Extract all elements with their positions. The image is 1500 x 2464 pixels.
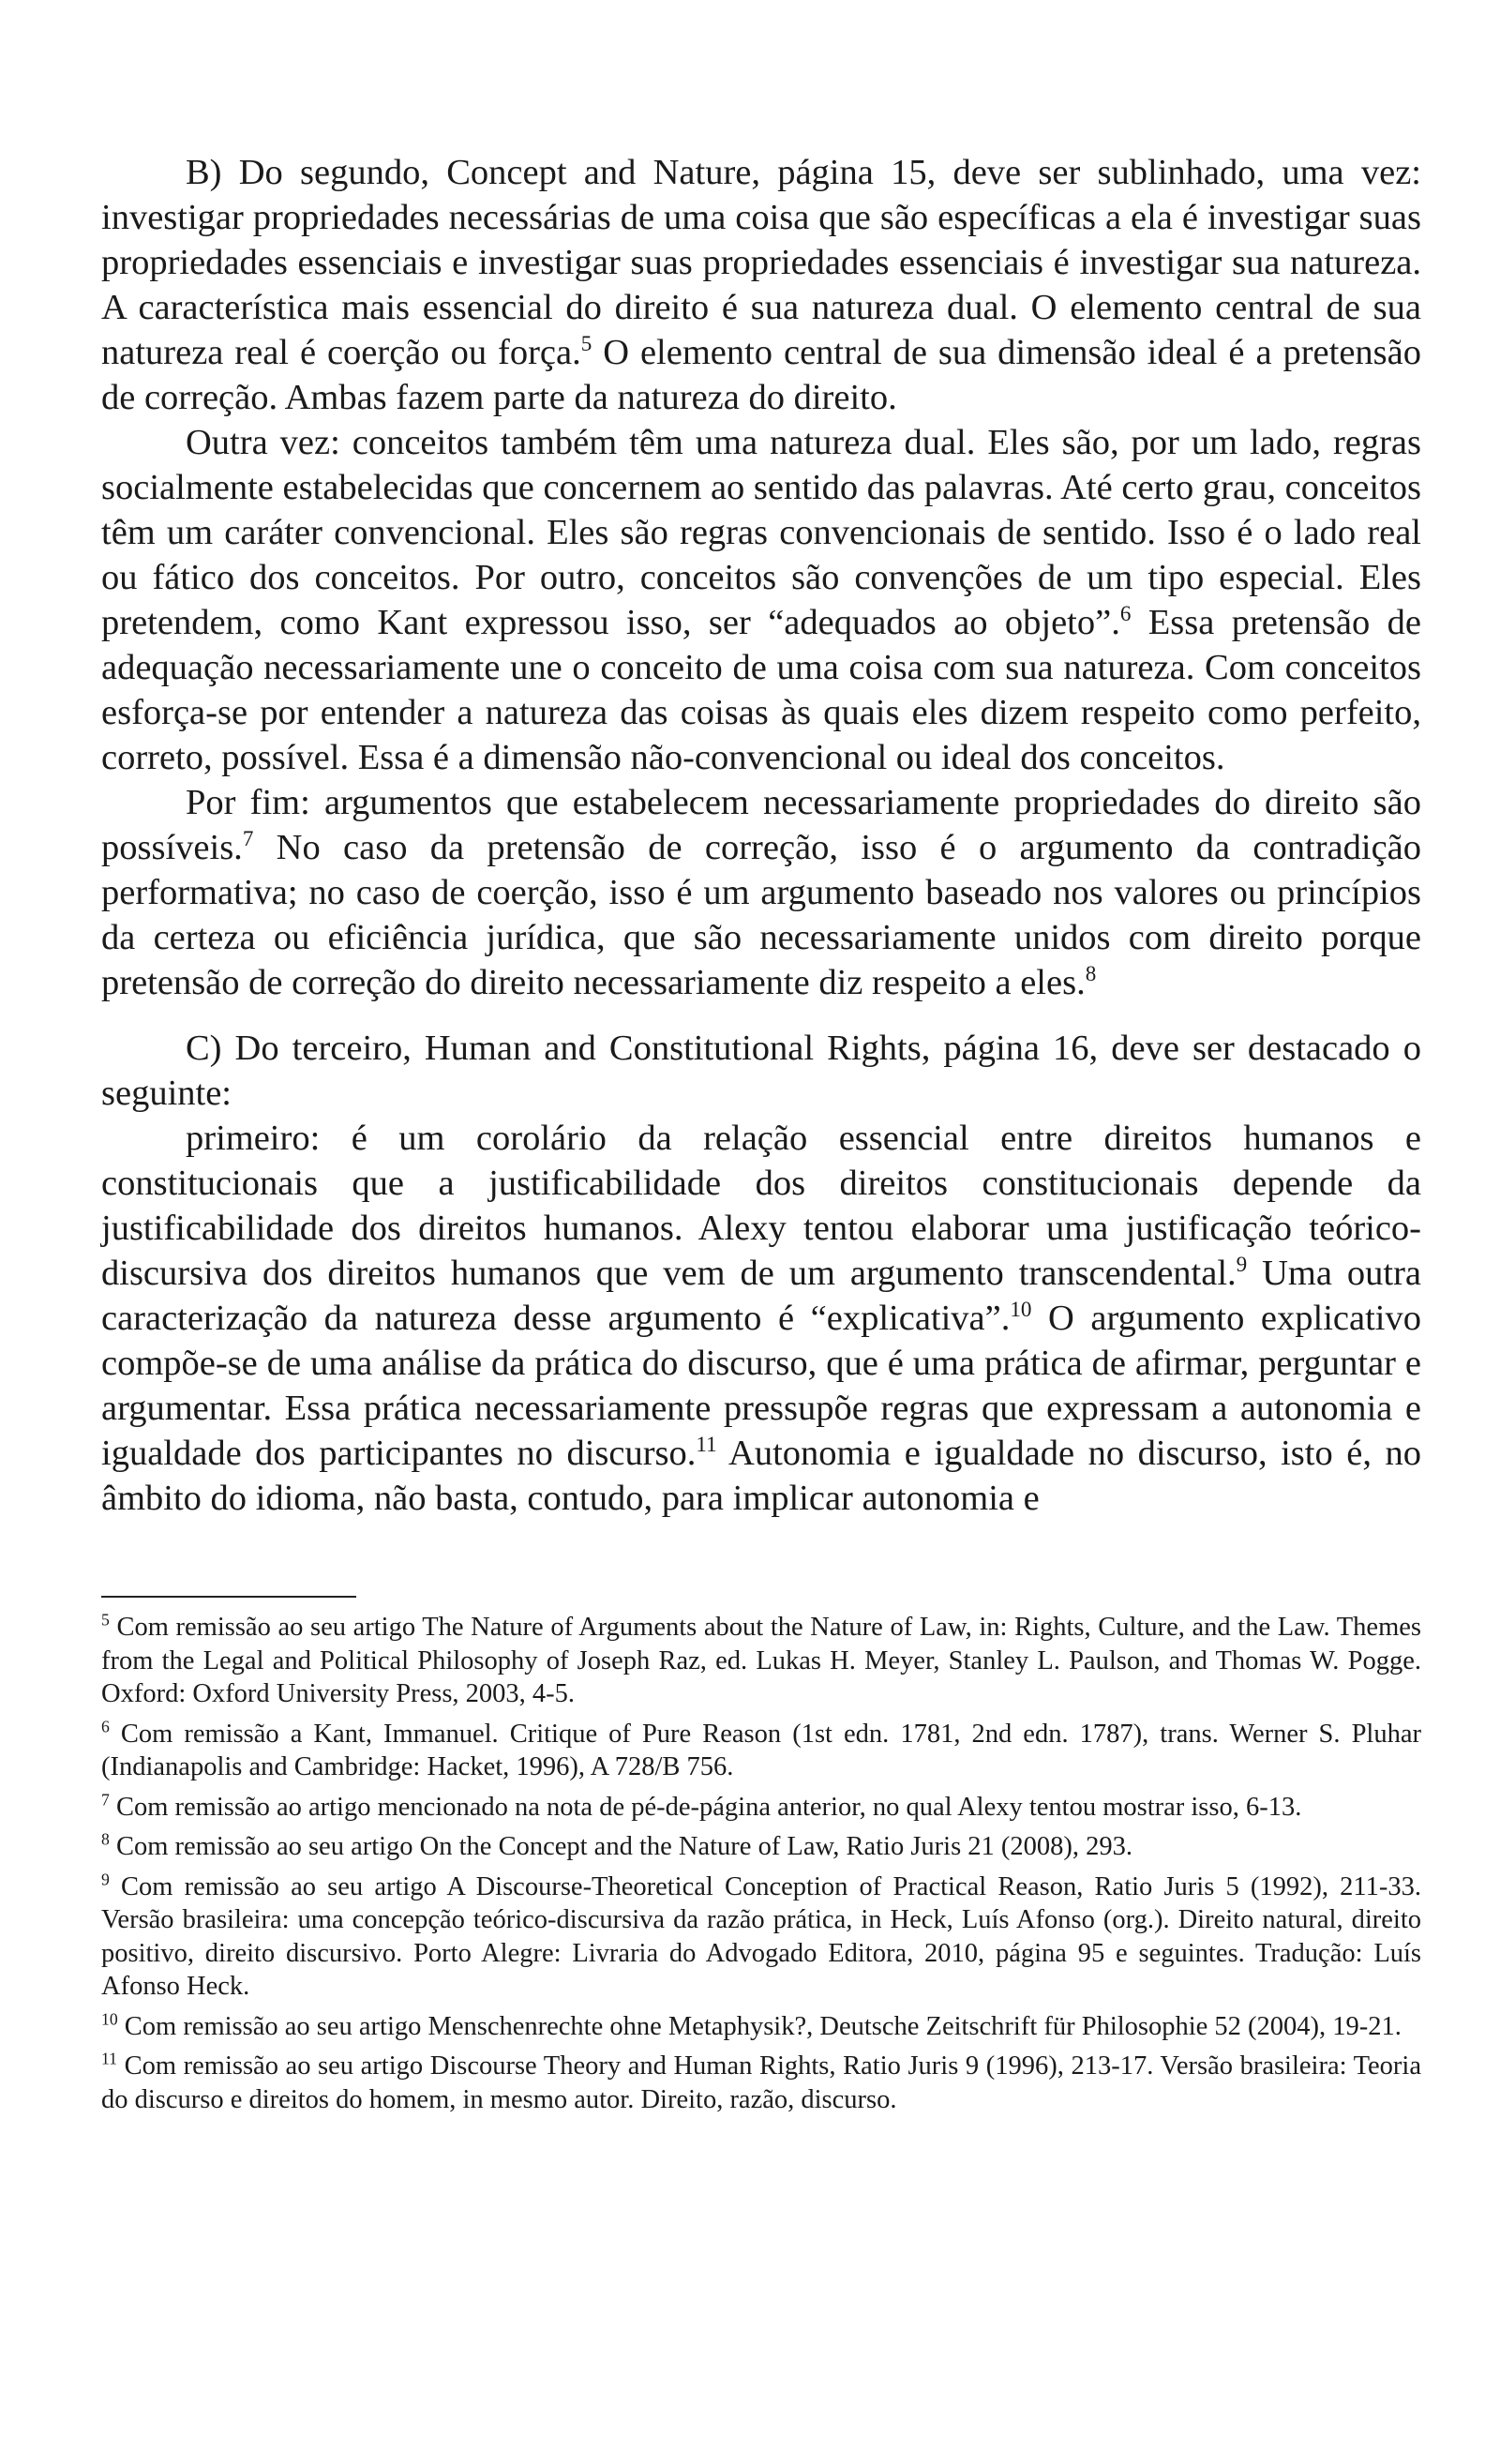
footnote-8 bbox=[101, 1830, 1421, 1864]
footnote-number: 6 bbox=[101, 1717, 110, 1735]
footnote-ref-8: 8 bbox=[1085, 961, 1097, 986]
footnote-number: 11 bbox=[101, 2049, 118, 2068]
footnote-5 bbox=[101, 1611, 1421, 1711]
footnote-number: 9 bbox=[101, 1870, 110, 1888]
footnote-text: Com remissão ao seu artigo The Nature of Arguments about the Nature of Law, in: Rights, Culture, and the Law. Themes from the Legal and Political Philosophy of Joseph Raz, ed. Lukas H. Meyer, Stanley L. Paulson, and Thomas W. Pogge. Oxford: Oxford University Press, 2003, 4-5. bbox=[101, 1613, 1421, 1708]
footnote-text: Com remissão ao seu artigo Menschenrechte ohne Metaphysik?, Deutsche Zeitschrift für Philosophie 52 (2004), 19-21. bbox=[117, 2011, 1402, 2041]
paragraph-text: B) Do segundo, Concept and Nature, página 15, deve ser sublinhado, uma vez: investigar propriedades necessárias de uma coisa que são específicas a ela é investigar suas propriedades essenciais e investigar suas propriedades essenciais é investigar sua natureza. A característica mais essencial do direito é sua natureza dual. O elemento central de sua natureza real é coerção ou força. bbox=[101, 153, 1421, 372]
footnote-11 bbox=[101, 2050, 1421, 2116]
paragraph-arguments bbox=[101, 780, 1421, 1005]
footnote-number: 10 bbox=[101, 2009, 118, 2028]
footnote-9 bbox=[101, 1871, 1421, 2004]
footnote-ref-6: 6 bbox=[1119, 601, 1132, 626]
footnote-number: 7 bbox=[101, 1790, 110, 1809]
footnote-text: Com remissão ao seu artigo On the Concept and the Nature of Law, Ratio Juris 21 (2008), 293. bbox=[109, 1832, 1133, 1861]
footnotes bbox=[101, 1611, 1421, 2123]
paragraph-text: Por fim: argumentos que estabelecem necessariamente propriedades do direito são possíveis. bbox=[101, 783, 1421, 867]
footnote-text: Com remissão a Kant, Immanuel. Critique of Pure Reason (1st edn. 1781, 2nd edn. 1787), trans. Werner S. Pluhar (Indianapolis and Cambridge: Hacket, 1996), A 728/B 756. bbox=[101, 1719, 1421, 1781]
paragraph-text: O elemento central de sua dimensão ideal é a pretensão de correção. Ambas fazem parte da natureza do direito. bbox=[101, 333, 1421, 417]
footnote-ref-7: 7 bbox=[242, 826, 254, 851]
body-text bbox=[101, 150, 1421, 1521]
footnote-10 bbox=[101, 2010, 1421, 2044]
footnote-ref-5: 5 bbox=[580, 331, 592, 356]
paragraph-b-concept-and-nature bbox=[101, 150, 1421, 420]
paragraph-text: Essa pretensão de adequação necessariamente une o conceito de uma coisa com sua natureza. Com conceitos esforça-se por entender a natureza das coisas às quais eles dizem respeito como perfeito, correto, possível. Essa é a dimensão não-convencional ou ideal dos conceitos. bbox=[101, 603, 1421, 777]
footnote-text: Com remissão ao seu artigo A Discourse-Theoretical Conception of Practical Reason, Ratio Juris 5 (1992), 211-33. Versão brasileira: uma concepção teórico-discursiva da razão prática, in Heck, Luís Afonso (org.). Direito natural, direito positivo, direito discursivo. Porto Alegre: Livraria do Advogado Editora, 2010, página 95 e seguintes. Tradução: Luís Afonso Heck. bbox=[101, 1871, 1421, 2001]
paragraph-text: No caso da pretensão de correção, isso é o argumento da contradição performativa; no caso de coerção, isso é um argumento baseado nos valores ou princípios da certeza ou eficiência jurídica, que são necessariamente unidos com direito porque pretensão de correção do direito necessariamente diz respeito a eles. bbox=[101, 828, 1421, 1002]
footnote-number: 5 bbox=[101, 1610, 110, 1630]
paragraph-text: primeiro: é um corolário da relação essencial entre direitos humanos e constitucionais que a justificabilidade dos direitos constitucionais depende da justificabilidade dos direitos humanos. Alexy tentou elaborar uma justificação teórico-discursiva dos direitos humanos que vem de um argumento transcendental. bbox=[101, 1119, 1421, 1293]
paragraph-text: Autonomia e igualdade no discurso, isto é, no âmbito do idioma, não basta, contudo, para implicar autonomia e bbox=[101, 1434, 1421, 1518]
footnote-text: Com remissão ao seu artigo Discourse Theory and Human Rights, Ratio Juris 9 (1996), 213-17. Versão brasileira: Teoria do discurso e direitos do homem, in mesmo autor. Direito, razão, discurso. bbox=[101, 2051, 1421, 2114]
paragraph-primeiro bbox=[101, 1116, 1421, 1521]
footnote-6 bbox=[101, 1718, 1421, 1784]
footnote-number: 8 bbox=[101, 1829, 110, 1849]
footnote-ref-11: 11 bbox=[696, 1432, 717, 1457]
paragraph-text: C) Do terceiro, Human and Constitutional Rights, página 16, deve ser destacado o seguinte: bbox=[101, 1029, 1421, 1113]
footnote-text: Com remissão ao artigo mencionado na nota de pé-de-página anterior, no qual Alexy tentou mostrar isso, 6-13. bbox=[109, 1792, 1302, 1822]
paragraph-text: O argumento explicativo compõe-se de uma análise da prática do discurso, que é uma prática de afirmar, perguntar e argumentar. Essa prática necessariamente pressupõe regras que expressam a autonomia e igualdade dos participantes no discurso. bbox=[101, 1299, 1421, 1473]
footnote-separator bbox=[101, 1596, 356, 1598]
paragraph-text: Uma outra caracterização da natureza desse argumento é “explicativa”. bbox=[101, 1254, 1421, 1338]
paragraph-text: Outra vez: conceitos também têm uma natureza dual. Eles são, por um lado, regras socialmente estabelecidas que concernem ao sentido das palavras. Até certo grau, conceitos têm um caráter convencional. Eles são regras convencionais de sentido. Isso é o lado real ou fático dos conceitos. Por outro, conceitos são convenções de um tipo especial. Eles pretendem, como Kant expressou isso, ser “adequados ao objeto”. bbox=[101, 423, 1421, 642]
footnote-7 bbox=[101, 1791, 1421, 1825]
paragraph-concepts-dual-nature bbox=[101, 420, 1421, 780]
footnote-ref-9: 9 bbox=[1236, 1252, 1248, 1277]
paragraph-c-human-rights bbox=[101, 1026, 1421, 1116]
footnote-ref-10: 10 bbox=[1010, 1297, 1032, 1322]
